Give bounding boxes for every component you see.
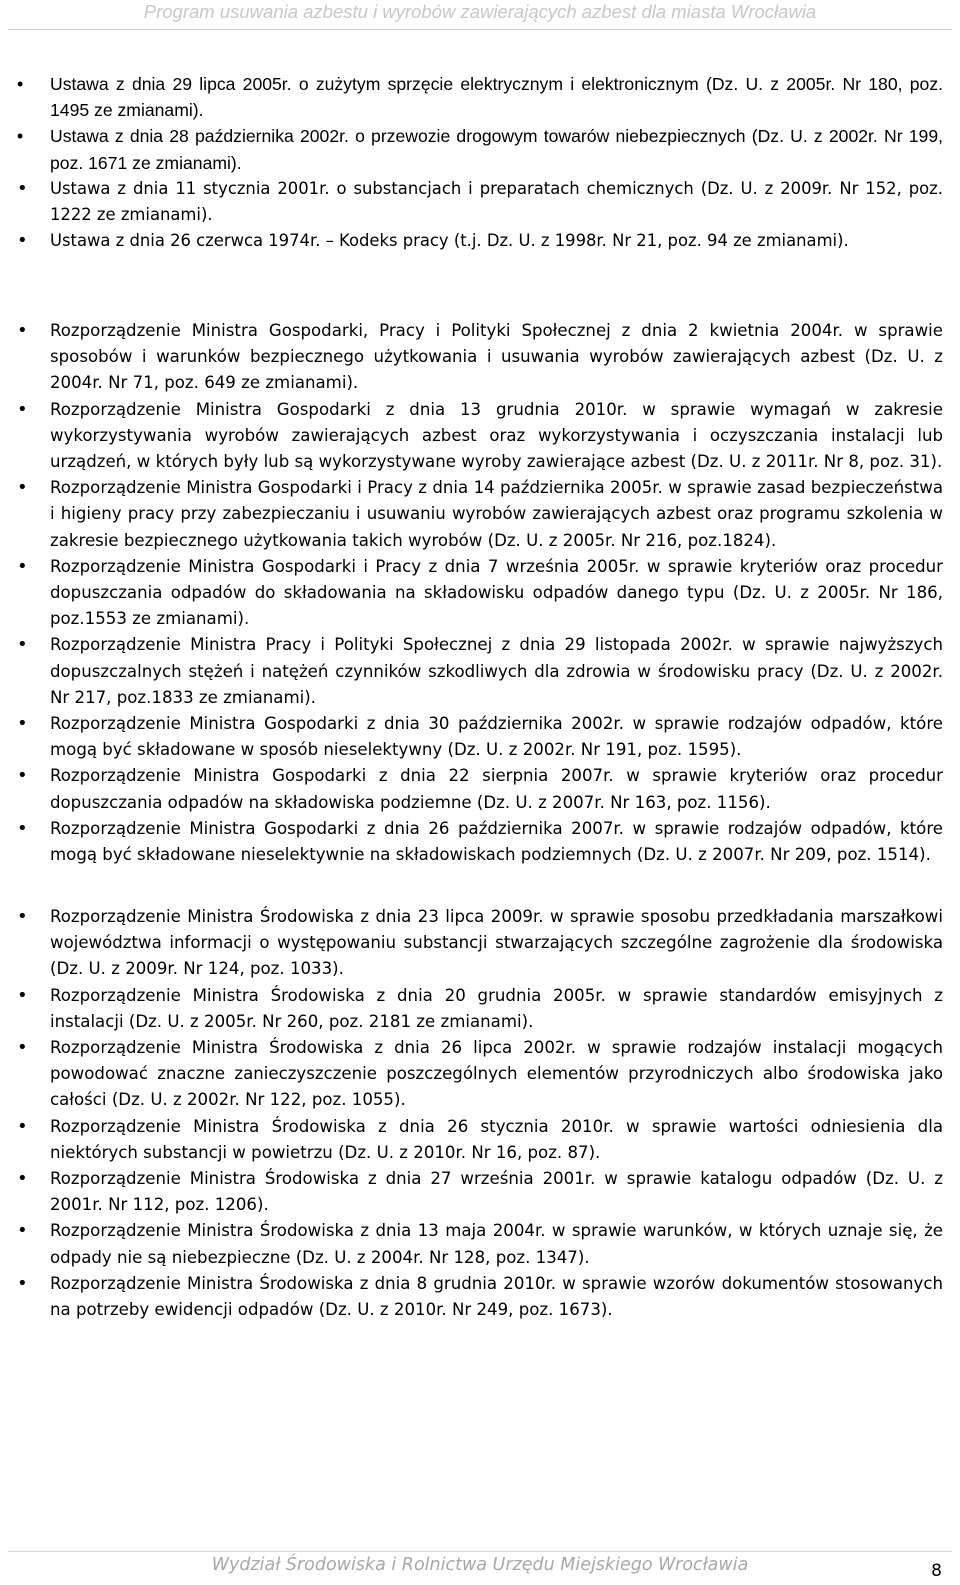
list-item: • Rozporządzenie Ministra Gospodarki z dnia 13 grudnia 2010r. w sprawie wymagań w zakresie wykorzystywania wyrobów zawierających azbest oraz wykorzystywania i oczyszczania instalacji lub urządzeń, w których były lub są wykorzystywane wyroby zawierające azbest (Dz. U. z 2011r. Nr 8, poz. 31).: [0, 397, 960, 476]
legal-acts-list-statutes: [0, 71, 960, 254]
list-item: • Rozporządzenie Ministra Środowiska z dnia 26 stycznia 2010r. w sprawie wartości odniesienia dla niektórych substancji w powietrzu (Dz. U. z 2010r. Nr 16, poz. 87).: [0, 1114, 960, 1166]
list-item: • Rozporządzenie Ministra Gospodarki z dnia 22 sierpnia 2007r. w sprawie kryteriów oraz procedur dopuszczania odpadów na składowiska podziemne (Dz. U. z 2007r. Nr 163, poz. 1156).: [0, 763, 960, 815]
list-item: • Rozporządzenie Ministra Gospodarki, Pracy i Polityki Społecznej z dnia 2 kwietnia 2004r. w sprawie sposobów i warunków bezpiecznego użytkowania i usuwania wyrobów zawierających azbest (Dz. U. z 2004r. Nr 71, poz. 649 ze zmianami).: [0, 318, 960, 397]
list-item: • Rozporządzenie Ministra Środowiska z dnia 8 grudnia 2010r. w sprawie wzorów dokumentów stosowanych na potrzeby ewidencji odpadów (Dz. U. z 2010r. Nr 249, poz. 1673).: [0, 1271, 960, 1323]
list-item: • Ustawa z dnia 26 czerwca 1974r. – Kodeks pracy (t.j. Dz. U. z 1998r. Nr 21, poz. 94 ze zmianami).: [0, 228, 960, 254]
list-item: • Ustawa z dnia 11 stycznia 2001r. o substancjach i preparatach chemicznych (Dz. U. z 2009r. Nr 152, poz. 1222 ze zmianami).: [0, 176, 960, 228]
list-item: • Rozporządzenie Ministra Środowiska z dnia 13 maja 2004r. w sprawie warunków, w których uznaje się, że odpady nie są niebezpieczne (Dz. U. z 2004r. Nr 128, poz. 1347).: [0, 1218, 960, 1270]
page-footer: Wydział Środowiska i Rolnictwa Urzędu Miejskiego Wrocławia: [211, 1555, 749, 1575]
list-item: • Rozporządzenie Ministra Gospodarki i Pracy z dnia 14 października 2005r. w sprawie zasad bezpieczeństwa i higieny pracy przy zabezpieczaniu i usuwaniu wyrobów zawierających azbest oraz programu szkolenia w zakresie bezpiecznego użytkowania takich wyrobów (Dz. U. z 2005r. Nr 216, poz.1824).: [0, 475, 960, 554]
list-item: • Rozporządzenie Ministra Środowiska z dnia 20 grudnia 2005r. w sprawie standardów emisyjnych z instalacji (Dz. U. z 2005r. Nr 260, poz. 2181 ze zmianami).: [0, 983, 960, 1035]
list-item: • Rozporządzenie Ministra Gospodarki z dnia 26 października 2007r. w sprawie rodzajów odpadów, które mogą być składowane nieselektywnie na składowiskach podziemnych (Dz. U. z 2007r. Nr 209, poz. 1514).: [0, 816, 960, 868]
footer-divider: [8, 1551, 952, 1552]
legal-acts-list-economy-regulations: [0, 318, 960, 868]
list-item: • Rozporządzenie Ministra Pracy i Polityki Społecznej z dnia 29 listopada 2002r. w sprawie najwyższych dopuszczalnych stężeń i natężeń czynników szkodliwych dla zdrowia w środowisku pracy (Dz. U. z 2002r. Nr 217, poz.1833 ze zmianami).: [0, 632, 960, 711]
page-number: 8: [931, 1561, 942, 1581]
list-item: • Rozporządzenie Ministra Gospodarki i Pracy z dnia 7 września 2005r. w sprawie kryteriów oraz procedur dopuszczania odpadów do składowania na składowisku odpadów danego typu (Dz. U. z 2005r. Nr 186, poz.1553 ze zmianami).: [0, 554, 960, 633]
list-item: • Ustawa z dnia 29 lipca 2005r. o zużytym sprzęcie elektrycznym i elektronicznym (Dz. U. z 2005r. Nr 180, poz. 1495 ze zmianami).: [0, 71, 960, 123]
list-item: • Rozporządzenie Ministra Gospodarki z dnia 30 października 2002r. w sprawie rodzajów odpadów, które mogą być składowane w sposób nieselektywny (Dz. U. z 2002r. Nr 191, poz. 1595).: [0, 711, 960, 763]
page-header: Program usuwania azbestu i wyrobów zawierających azbest dla miasta Wrocławia: [143, 1, 817, 22]
header-divider: [8, 29, 952, 30]
list-item: • Rozporządzenie Ministra Środowiska z dnia 26 lipca 2002r. w sprawie rodzajów instalacji mogących powodować znaczne zanieczyszczenie poszczególnych elementów przyrodniczych albo środowiska jako całości (Dz. U. z 2002r. Nr 122, poz. 1055).: [0, 1035, 960, 1114]
list-item: • Rozporządzenie Ministra Środowiska z dnia 23 lipca 2009r. w sprawie sposobu przedkładania marszałkowi województwa informacji o występowaniu substancji stwarzających szczególne zagrożenie dla środowiska (Dz. U. z 2009r. Nr 124, poz. 1033).: [0, 904, 960, 983]
list-item: • Rozporządzenie Ministra Środowiska z dnia 27 września 2001r. w sprawie katalogu odpadów (Dz. U. z 2001r. Nr 112, poz. 1206).: [0, 1166, 960, 1218]
list-item: • Ustawa z dnia 28 października 2002r. o przewozie drogowym towarów niebezpiecznych (Dz. U. z 2002r. Nr 199, poz. 1671 ze zmianami).: [0, 123, 960, 175]
legal-acts-list-environment-regulations: [0, 904, 960, 1323]
